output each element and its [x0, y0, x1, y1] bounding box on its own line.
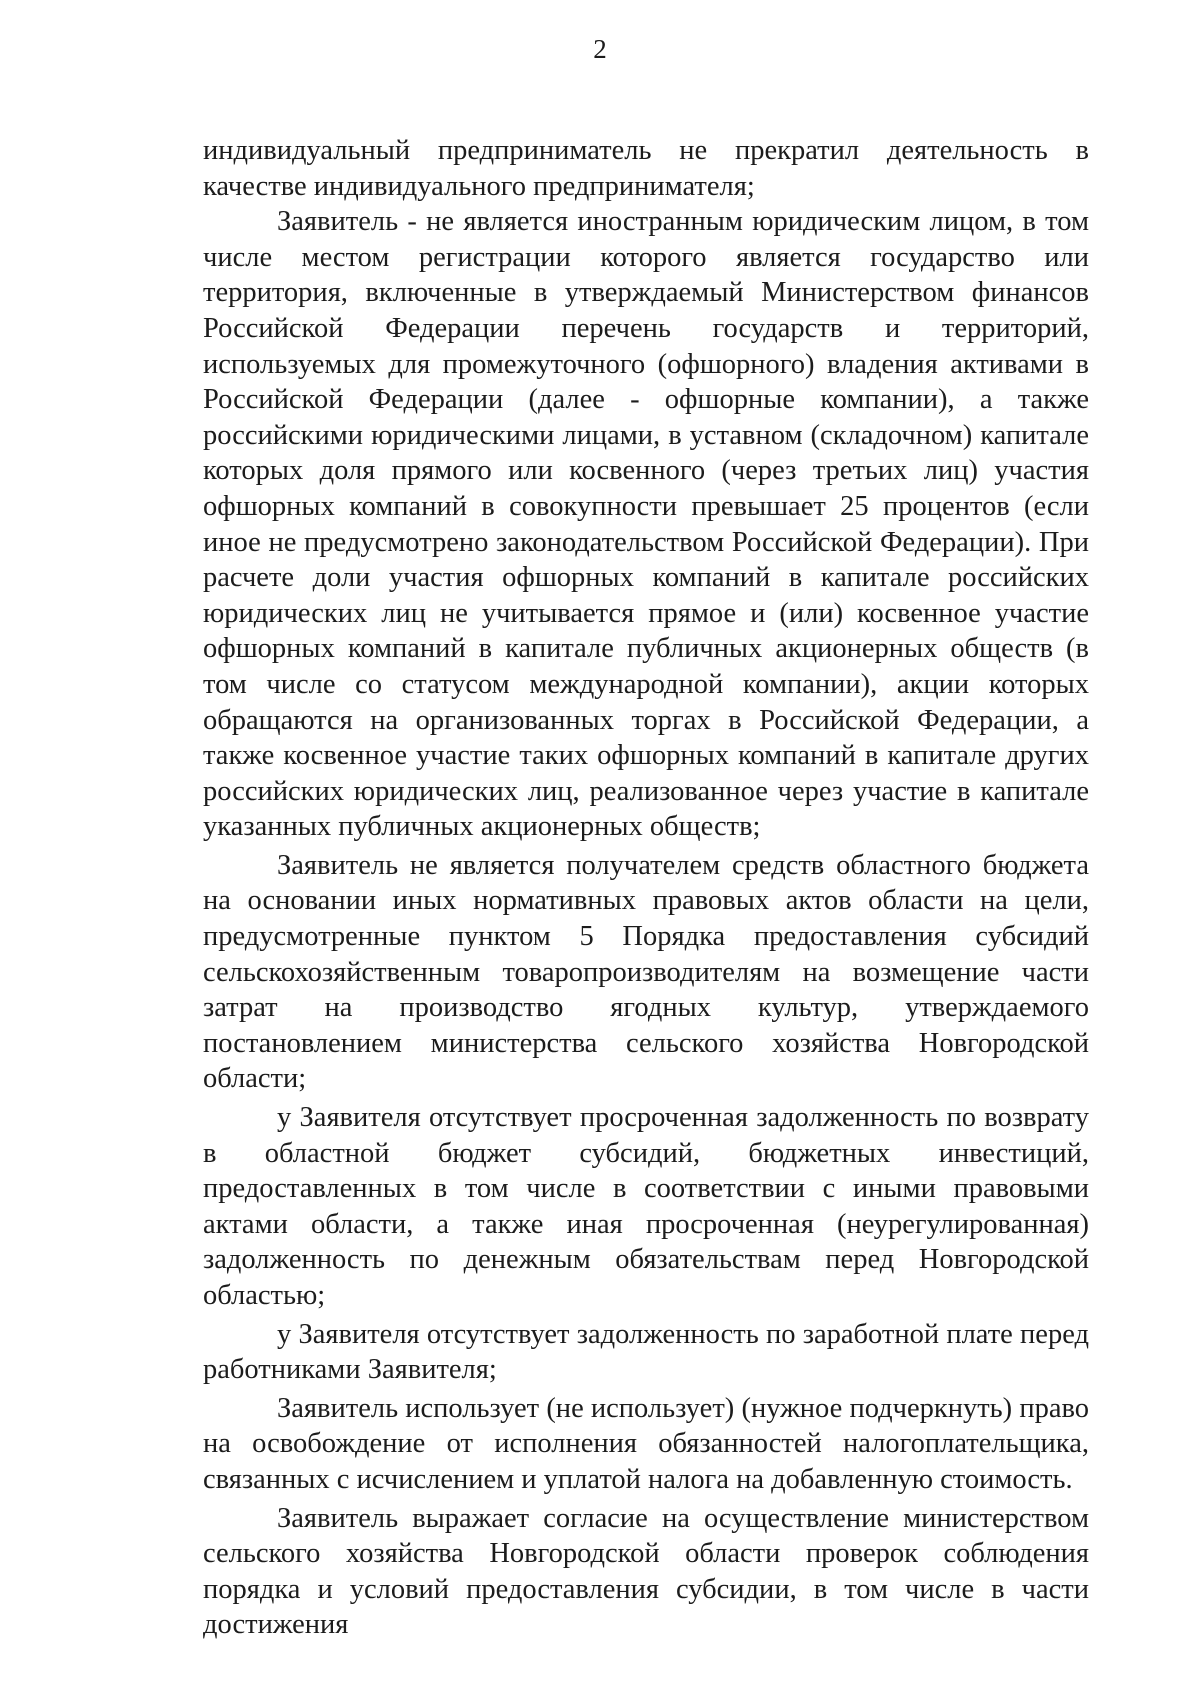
paragraph-wage-arrears: у Заявителя отсутствует задолженность по заработной плате перед работниками Заявителя; — [203, 1318, 1089, 1386]
paragraph-offshore-status: Заявитель - не является иностранным юридическим лицом, в том числе местом регистрации которого является государство или территория, включенные в утверждаемый Министерством финансов Российской Федерации перечень государств и территорий, используемых для промежуточного (офшорного) владения активами в Российской Федерации (далее - офшорные компании), а также российскими юридическими лицами, в уставном (складочном) капитале которых доля прямого или косвенного (через третьих лиц) участия офшорных компаний в совокупности превышает 25 процентов (если иное не предусмотрено законодательством Российской Федерации). При расчете доли участия офшорных компаний в капитале российских юридических лиц не учитывается прямое и (или) косвенное участие офшорных компаний в капитале публичных акционерных обществ (в том числе со статусом международной компании), акции которых обращаются на организованных торгах в Российской Федерации, а также косвенное участие таких офшорных компаний в капитале других российских юридических лиц, реализованное через участие в капитале указанных публичных акционерных обществ; — [203, 206, 1089, 843]
paragraph-continuation: индивидуальный предприниматель не прекратил деятельность в качестве индивидуального предпринимателя; — [203, 135, 1089, 202]
paragraph-inspection-consent: Заявитель выражает согласие на осуществление министерством сельского хозяйства Новгородской области проверок соблюдения порядка и условий предоставления субсидии, в том числе в части достижения — [203, 1502, 1089, 1641]
paragraph-budget-recipient: Заявитель не является получателем средств областного бюджета на основании иных нормативных правовых актов области на цели, предусмотренные пунктом 5 Порядка предоставления субсидий сельскохозяйственным товаропроизводителям на возмещение части затрат на производство ягодных культур, утверждаемого постановлением министерства сельского хозяйства Новгородской области; — [203, 849, 1089, 1095]
document-body — [203, 133, 1089, 1643]
paragraph-overdue-debt: у Заявителя отсутствует просроченная задолженность по возврату в областной бюджет субсидий, бюджетных инвестиций, предоставленных в том числе в соответствии с иными правовыми актами области, а также иная просроченная (неурегулированная) задолженность по денежным обязательствам перед Новгородской областью; — [203, 1102, 1089, 1311]
page-number: 2 — [593, 34, 607, 64]
paragraph-vat-exemption: Заявитель использует (не использует) (нужное подчеркнуть) право на освобождение от исполнения обязанностей налогоплательщика, связанных с исчислением и уплатой налога на добавленную стоимость. — [203, 1392, 1089, 1495]
